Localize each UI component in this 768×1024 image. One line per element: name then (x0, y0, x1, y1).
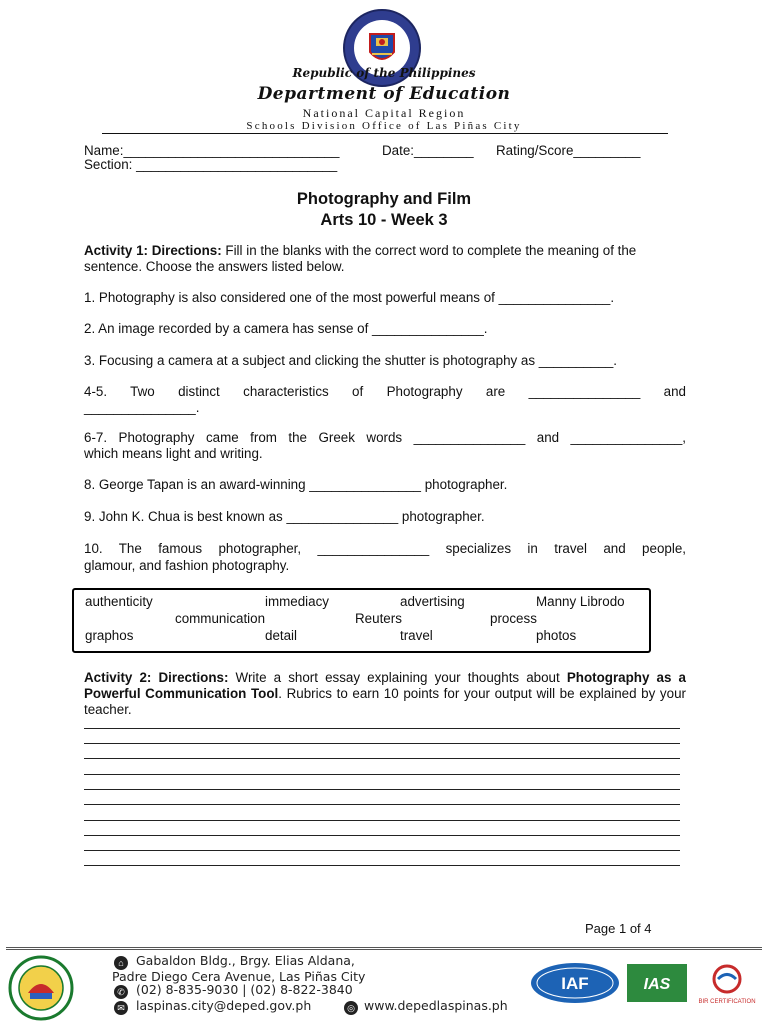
activity1-text: Fill in the blanks with the correct word to complete the meaning of the sentence. Choose the answers listed below. (84, 243, 637, 274)
date-blank[interactable]: ________ (414, 143, 474, 158)
activity2-topic: Photography as a Powerful Communication Tool (84, 670, 686, 701)
word-bank-item: graphos (85, 628, 134, 643)
phone-icon: ✆ (114, 985, 128, 999)
department-of-education-heading: Department of Education (257, 84, 511, 104)
footer-phone: (02) 8-835-9030 | (02) 8-822-3840 (136, 982, 353, 997)
ias-logo-text: IAS (643, 976, 671, 993)
iaf-logo (530, 962, 620, 1004)
essay-line[interactable] (84, 743, 680, 744)
question-1: 1. Photography is also considered one of the most powerful means of _______________. (84, 290, 615, 305)
essay-line[interactable] (84, 758, 680, 759)
name-label: Name: (84, 143, 124, 158)
activity1-directions (84, 243, 686, 275)
question-8: 8. George Tapan is an award-winning _______________ photographer. (84, 477, 508, 492)
question-6-7: 6-7. Photography came from the Greek words _______________ and _______________, (84, 430, 686, 445)
email-icon: ✉ (114, 1001, 128, 1015)
word-bank-item: Manny Librodo (536, 594, 625, 609)
essay-line[interactable] (84, 820, 680, 821)
word-bank-item: travel (400, 628, 433, 643)
worksheet-title: Photography and Film (296, 190, 472, 208)
question-10-cont: glamour, and fashion photography. (84, 558, 290, 573)
division-heading: Schools Division Office of Las Piñas City (246, 120, 522, 132)
section-field[interactable] (84, 157, 337, 173)
footer-divider (6, 947, 762, 950)
bir-logo-text: BIR CERTIFICATION (698, 999, 756, 1005)
location-icon: ⌂ (114, 956, 128, 970)
word-bank-item: process (490, 611, 537, 626)
essay-line[interactable] (84, 728, 680, 729)
question-3: 3. Focusing a camera at a subject and clicking the shutter is photography as __________. (84, 353, 617, 368)
word-bank-item: communication (175, 611, 266, 626)
essay-line[interactable] (84, 865, 680, 866)
rating-blank[interactable]: _________ (573, 143, 641, 158)
section-label: Section: (84, 157, 133, 172)
activity2-text2: . Rubrics to earn 10 points for your output will be explained by your teacher. (84, 686, 686, 717)
activity1-label: Activity 1: Directions: (84, 243, 222, 258)
essay-line[interactable] (84, 835, 680, 836)
rating-label: Rating/Score (496, 143, 574, 158)
header-divider (102, 133, 668, 134)
page-number: Page 1 of 4 (585, 921, 652, 936)
activity2-text1: Write a short essay explaining your thoughts about (228, 670, 560, 685)
question-6-7-cont: which means light and writing. (84, 446, 263, 461)
division-seal-logo (8, 955, 74, 1021)
section-blank[interactable]: ___________________________ (136, 157, 338, 172)
worksheet-subtitle: Arts 10 - Week 3 (320, 211, 448, 229)
question-9: 9. John K. Chua is best known as _______________ photographer. (84, 509, 485, 524)
word-bank-item: immediacy (265, 594, 329, 609)
question-4-5: 4-5. Two distinct characteristics of Photography are _______________ and (84, 384, 686, 399)
date-field[interactable] (382, 143, 474, 159)
footer-address-line2: Padre Diego Cera Avenue, Las Piñas City (112, 969, 366, 984)
date-label: Date: (382, 143, 415, 158)
essay-line[interactable] (84, 774, 680, 775)
activity2-directions (84, 670, 686, 718)
word-bank-box (72, 588, 651, 653)
question-2: 2. An image recorded by a camera has sense of _______________. (84, 321, 488, 336)
name-blank[interactable]: _____________________________ (123, 143, 340, 158)
word-bank-item: Reuters (355, 611, 402, 626)
question-10: 10. The famous photographer, _______________ specializes in travel and people, (84, 541, 686, 556)
essay-line[interactable] (84, 789, 680, 790)
activity2-label: Activity 2: Directions: (84, 670, 229, 685)
rating-field[interactable] (496, 143, 640, 159)
globe-icon: ◎ (344, 1001, 358, 1015)
bir-certification-logo (694, 962, 760, 1006)
word-bank-item: detail (265, 628, 298, 643)
footer-email[interactable]: laspinas.city@deped.gov.ph (136, 998, 312, 1013)
footer-address-line1: Gabaldon Bldg., Brgy. Elias Aldana, (136, 953, 355, 968)
essay-line[interactable] (84, 850, 680, 851)
word-bank-item: authenticity (85, 594, 153, 609)
region-heading: National Capital Region (302, 106, 466, 120)
footer-website[interactable]: www.depedlaspinas.ph (364, 998, 508, 1013)
question-4-5-cont: _______________. (84, 400, 200, 415)
essay-line[interactable] (84, 804, 680, 805)
word-bank-item: photos (536, 628, 577, 643)
iaf-logo-text: IAF (561, 974, 589, 993)
ias-logo (627, 964, 687, 1002)
word-bank-item: advertising (400, 594, 465, 609)
republic-of-the-philippines-heading: Republic of the Philippines (292, 66, 476, 80)
